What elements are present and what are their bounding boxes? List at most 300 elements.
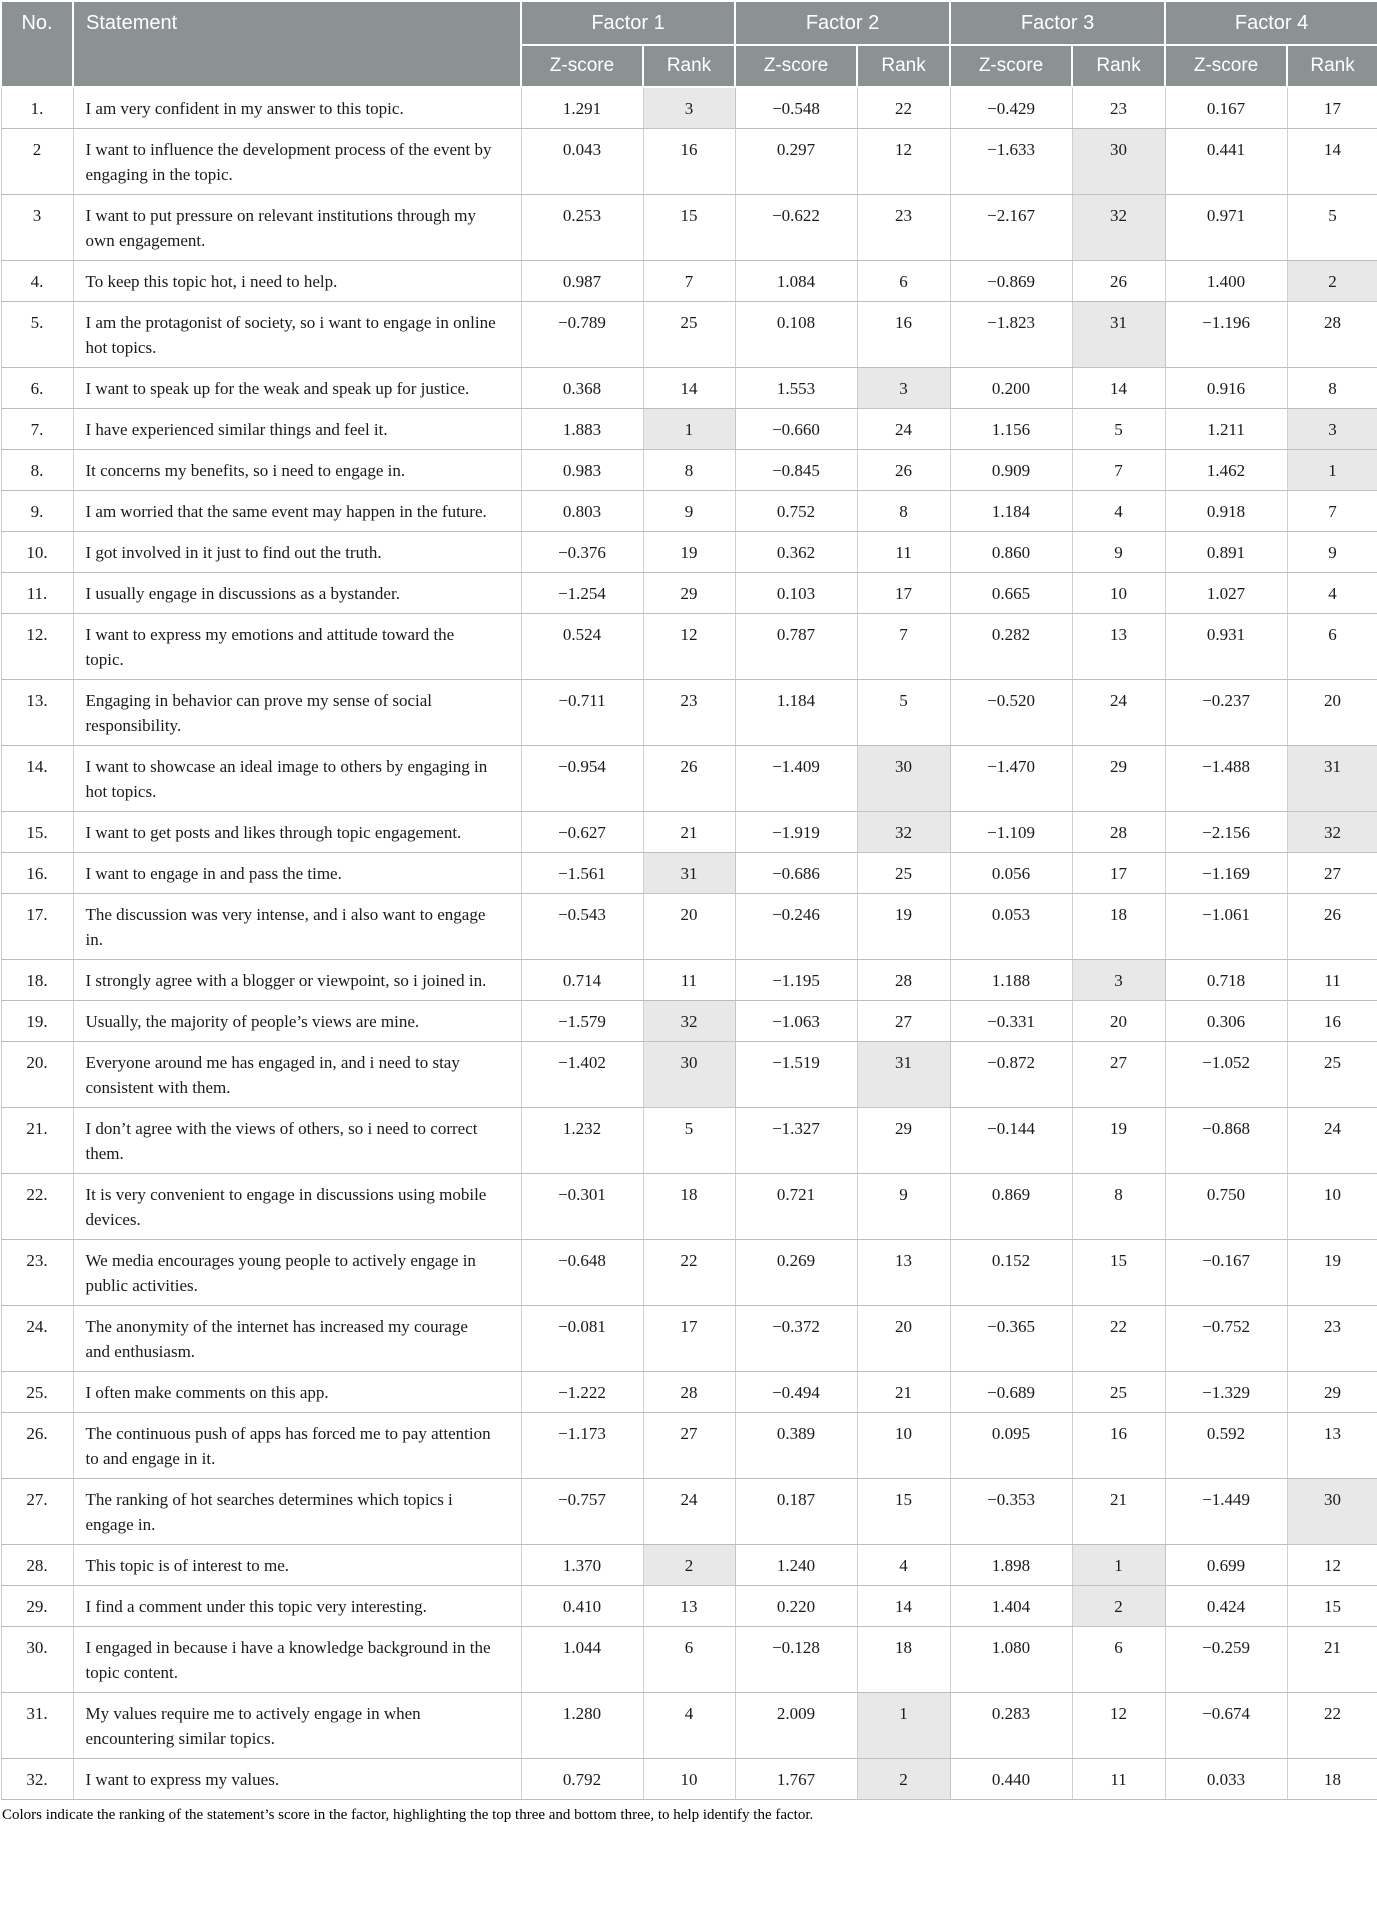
statement-text: I want to showcase an ideal image to others by engaging in hot topics. bbox=[73, 746, 521, 812]
zscore-value-factor-2: 0.787 bbox=[735, 614, 857, 680]
rank-value-factor-2: 22 bbox=[857, 87, 950, 129]
table-row bbox=[1, 1545, 1377, 1586]
statement-text: I often make comments on this app. bbox=[73, 1372, 521, 1413]
rank-value-factor-1: 30 bbox=[643, 1042, 735, 1108]
rank-value-factor-2: 30 bbox=[857, 746, 950, 812]
zscore-value-factor-4: 0.441 bbox=[1165, 129, 1287, 195]
table-row bbox=[1, 1042, 1377, 1108]
footnote: Colors indicate the ranking of the statement’s score in the factor, highlighting the top three and bottom three, to help identify the factor. bbox=[2, 1807, 814, 1823]
statement-text: I am worried that the same event may happen in the future. bbox=[73, 491, 521, 532]
zscore-value-factor-3: −1.633 bbox=[950, 129, 1072, 195]
rank-value-factor-4: 11 bbox=[1287, 960, 1377, 1001]
rank-value-factor-4: 17 bbox=[1287, 87, 1377, 129]
zscore-value-factor-1: −1.579 bbox=[521, 1001, 643, 1042]
row-number: 7. bbox=[1, 409, 73, 450]
rank-value-factor-1: 15 bbox=[643, 195, 735, 261]
rank-value-factor-2: 3 bbox=[857, 368, 950, 409]
zscore-value-factor-4: 0.167 bbox=[1165, 87, 1287, 129]
zscore-value-factor-3: 0.053 bbox=[950, 894, 1072, 960]
zscore-value-factor-1: 0.987 bbox=[521, 261, 643, 302]
zscore-value-factor-3: 1.184 bbox=[950, 491, 1072, 532]
rank-value-factor-3: 25 bbox=[1072, 1372, 1165, 1413]
zscore-value-factor-2: 1.553 bbox=[735, 368, 857, 409]
zscore-value-factor-1: −0.543 bbox=[521, 894, 643, 960]
zscore-value-factor-3: 1.404 bbox=[950, 1586, 1072, 1627]
statement-text: It is very convenient to engage in discussions using mobile devices. bbox=[73, 1174, 521, 1240]
rank-value-factor-3: 13 bbox=[1072, 614, 1165, 680]
rank-value-factor-1: 14 bbox=[643, 368, 735, 409]
rank-value-factor-3: 26 bbox=[1072, 261, 1165, 302]
rank-value-factor-2: 12 bbox=[857, 129, 950, 195]
zscore-value-factor-1: −1.173 bbox=[521, 1413, 643, 1479]
zscore-value-factor-3: 0.283 bbox=[950, 1693, 1072, 1759]
row-number: 24. bbox=[1, 1306, 73, 1372]
rank-value-factor-1: 5 bbox=[643, 1108, 735, 1174]
zscore-value-factor-3: 0.909 bbox=[950, 450, 1072, 491]
rank-value-factor-4: 30 bbox=[1287, 1479, 1377, 1545]
zscore-header-factor-2: Z-score bbox=[735, 45, 857, 87]
rank-value-factor-2: 20 bbox=[857, 1306, 950, 1372]
rank-value-factor-2: 27 bbox=[857, 1001, 950, 1042]
rank-value-factor-3: 18 bbox=[1072, 894, 1165, 960]
rank-value-factor-1: 21 bbox=[643, 812, 735, 853]
zscore-value-factor-3: 1.898 bbox=[950, 1545, 1072, 1586]
statement-text: I don’t agree with the views of others, so i need to correct them. bbox=[73, 1108, 521, 1174]
zscore-value-factor-2: 0.721 bbox=[735, 1174, 857, 1240]
zscore-value-factor-2: 0.220 bbox=[735, 1586, 857, 1627]
table-row bbox=[1, 1413, 1377, 1479]
rank-value-factor-1: 16 bbox=[643, 129, 735, 195]
rank-value-factor-4: 1 bbox=[1287, 450, 1377, 491]
zscore-value-factor-4: −1.169 bbox=[1165, 853, 1287, 894]
zscore-value-factor-1: 0.524 bbox=[521, 614, 643, 680]
zscore-value-factor-4: 0.916 bbox=[1165, 368, 1287, 409]
rank-value-factor-2: 7 bbox=[857, 614, 950, 680]
rank-value-factor-4: 32 bbox=[1287, 812, 1377, 853]
statement-text: I am the protagonist of society, so i want to engage in online hot topics. bbox=[73, 302, 521, 368]
rank-value-factor-4: 3 bbox=[1287, 409, 1377, 450]
rank-value-factor-3: 6 bbox=[1072, 1627, 1165, 1693]
zscore-value-factor-4: 1.211 bbox=[1165, 409, 1287, 450]
zscore-value-factor-1: −0.954 bbox=[521, 746, 643, 812]
statement-text: The discussion was very intense, and i also want to engage in. bbox=[73, 894, 521, 960]
zscore-value-factor-1: 1.370 bbox=[521, 1545, 643, 1586]
row-number: 25. bbox=[1, 1372, 73, 1413]
table-row bbox=[1, 1108, 1377, 1174]
factor-4-header: Factor 4 bbox=[1165, 1, 1377, 45]
rank-value-factor-1: 32 bbox=[643, 1001, 735, 1042]
zscore-value-factor-3: 1.188 bbox=[950, 960, 1072, 1001]
rank-value-factor-3: 3 bbox=[1072, 960, 1165, 1001]
zscore-value-factor-4: 0.306 bbox=[1165, 1001, 1287, 1042]
zscore-value-factor-3: −1.109 bbox=[950, 812, 1072, 853]
zscore-value-factor-1: −1.402 bbox=[521, 1042, 643, 1108]
row-number: 22. bbox=[1, 1174, 73, 1240]
statement-text: This topic is of interest to me. bbox=[73, 1545, 521, 1586]
row-number: 18. bbox=[1, 960, 73, 1001]
rank-header-factor-4: Rank bbox=[1287, 45, 1377, 87]
zscore-value-factor-2: −0.622 bbox=[735, 195, 857, 261]
zscore-value-factor-1: −0.648 bbox=[521, 1240, 643, 1306]
zscore-value-factor-4: 0.750 bbox=[1165, 1174, 1287, 1240]
zscore-value-factor-4: −1.488 bbox=[1165, 746, 1287, 812]
rank-value-factor-1: 24 bbox=[643, 1479, 735, 1545]
rank-value-factor-3: 27 bbox=[1072, 1042, 1165, 1108]
row-number: 6. bbox=[1, 368, 73, 409]
row-number: 16. bbox=[1, 853, 73, 894]
rank-value-factor-2: 13 bbox=[857, 1240, 950, 1306]
table-row bbox=[1, 261, 1377, 302]
table-row bbox=[1, 532, 1377, 573]
rank-value-factor-3: 14 bbox=[1072, 368, 1165, 409]
zscore-value-factor-3: 1.156 bbox=[950, 409, 1072, 450]
zscore-value-factor-4: −0.237 bbox=[1165, 680, 1287, 746]
statement-text: I want to influence the development process of the event by engaging in the topic. bbox=[73, 129, 521, 195]
row-number: 31. bbox=[1, 1693, 73, 1759]
zscore-value-factor-1: −0.081 bbox=[521, 1306, 643, 1372]
table-row bbox=[1, 1240, 1377, 1306]
row-number: 17. bbox=[1, 894, 73, 960]
zscore-value-factor-2: −0.372 bbox=[735, 1306, 857, 1372]
zscore-value-factor-4: −2.156 bbox=[1165, 812, 1287, 853]
rank-value-factor-3: 17 bbox=[1072, 853, 1165, 894]
rank-value-factor-1: 2 bbox=[643, 1545, 735, 1586]
zscore-value-factor-3: −0.689 bbox=[950, 1372, 1072, 1413]
row-number: 2 bbox=[1, 129, 73, 195]
rank-value-factor-4: 8 bbox=[1287, 368, 1377, 409]
row-number: 27. bbox=[1, 1479, 73, 1545]
table-row bbox=[1, 1001, 1377, 1042]
row-number: 13. bbox=[1, 680, 73, 746]
factor-2-header: Factor 2 bbox=[735, 1, 950, 45]
rank-value-factor-2: 28 bbox=[857, 960, 950, 1001]
row-number: 10. bbox=[1, 532, 73, 573]
rank-value-factor-4: 5 bbox=[1287, 195, 1377, 261]
rank-value-factor-4: 10 bbox=[1287, 1174, 1377, 1240]
zscore-value-factor-3: −0.353 bbox=[950, 1479, 1072, 1545]
rank-value-factor-4: 31 bbox=[1287, 746, 1377, 812]
rank-value-factor-1: 11 bbox=[643, 960, 735, 1001]
rank-value-factor-1: 28 bbox=[643, 1372, 735, 1413]
statement-text: Engaging in behavior can prove my sense of social responsibility. bbox=[73, 680, 521, 746]
table-row bbox=[1, 573, 1377, 614]
statement-text: I want to engage in and pass the time. bbox=[73, 853, 521, 894]
zscore-value-factor-1: −0.627 bbox=[521, 812, 643, 853]
zscore-value-factor-1: 1.883 bbox=[521, 409, 643, 450]
table-row bbox=[1, 129, 1377, 195]
rank-value-factor-2: 31 bbox=[857, 1042, 950, 1108]
rank-header-factor-3: Rank bbox=[1072, 45, 1165, 87]
row-number: 5. bbox=[1, 302, 73, 368]
rank-value-factor-3: 29 bbox=[1072, 746, 1165, 812]
zscore-value-factor-3: 0.869 bbox=[950, 1174, 1072, 1240]
rank-value-factor-3: 20 bbox=[1072, 1001, 1165, 1042]
zscore-value-factor-2: −0.494 bbox=[735, 1372, 857, 1413]
row-number: 26. bbox=[1, 1413, 73, 1479]
zscore-value-factor-2: 0.297 bbox=[735, 129, 857, 195]
rank-value-factor-2: 2 bbox=[857, 1759, 950, 1800]
rank-value-factor-4: 23 bbox=[1287, 1306, 1377, 1372]
rank-value-factor-3: 10 bbox=[1072, 573, 1165, 614]
zscore-value-factor-3: 1.080 bbox=[950, 1627, 1072, 1693]
zscore-value-factor-4: 1.027 bbox=[1165, 573, 1287, 614]
table-row bbox=[1, 87, 1377, 129]
rank-value-factor-4: 4 bbox=[1287, 573, 1377, 614]
rank-value-factor-1: 13 bbox=[643, 1586, 735, 1627]
rank-value-factor-3: 4 bbox=[1072, 491, 1165, 532]
rank-value-factor-3: 19 bbox=[1072, 1108, 1165, 1174]
rank-value-factor-2: 9 bbox=[857, 1174, 950, 1240]
row-number: 11. bbox=[1, 573, 73, 614]
table-row bbox=[1, 1174, 1377, 1240]
rank-value-factor-1: 6 bbox=[643, 1627, 735, 1693]
row-number: 1. bbox=[1, 87, 73, 129]
statement-text: I am very confident in my answer to this topic. bbox=[73, 87, 521, 129]
rank-value-factor-3: 28 bbox=[1072, 812, 1165, 853]
rank-header-factor-1: Rank bbox=[643, 45, 735, 87]
zscore-value-factor-4: −0.259 bbox=[1165, 1627, 1287, 1693]
rank-value-factor-4: 24 bbox=[1287, 1108, 1377, 1174]
table-body bbox=[1, 87, 1377, 1800]
zscore-value-factor-3: −0.869 bbox=[950, 261, 1072, 302]
zscore-value-factor-1: −1.222 bbox=[521, 1372, 643, 1413]
zscore-value-factor-1: −0.376 bbox=[521, 532, 643, 573]
zscore-value-factor-3: 0.200 bbox=[950, 368, 1072, 409]
rank-value-factor-3: 8 bbox=[1072, 1174, 1165, 1240]
zscore-value-factor-4: 0.931 bbox=[1165, 614, 1287, 680]
zscore-value-factor-2: 0.362 bbox=[735, 532, 857, 573]
rank-value-factor-1: 25 bbox=[643, 302, 735, 368]
rank-value-factor-2: 17 bbox=[857, 573, 950, 614]
statement-text: The ranking of hot searches determines which topics i engage in. bbox=[73, 1479, 521, 1545]
statement-text: I have experienced similar things and feel it. bbox=[73, 409, 521, 450]
row-number: 30. bbox=[1, 1627, 73, 1693]
rank-value-factor-2: 5 bbox=[857, 680, 950, 746]
statement-text: Usually, the majority of people’s views are mine. bbox=[73, 1001, 521, 1042]
zscore-value-factor-4: −1.329 bbox=[1165, 1372, 1287, 1413]
zscore-value-factor-4: −0.752 bbox=[1165, 1306, 1287, 1372]
rank-value-factor-2: 4 bbox=[857, 1545, 950, 1586]
rank-value-factor-1: 3 bbox=[643, 87, 735, 129]
zscore-value-factor-1: −0.757 bbox=[521, 1479, 643, 1545]
zscore-value-factor-3: −0.331 bbox=[950, 1001, 1072, 1042]
table-row bbox=[1, 960, 1377, 1001]
statement-text: My values require me to actively engage in when encountering similar topics. bbox=[73, 1693, 521, 1759]
statement-column-header: Statement bbox=[73, 1, 521, 87]
table-row bbox=[1, 1479, 1377, 1545]
zscore-value-factor-4: −0.868 bbox=[1165, 1108, 1287, 1174]
rank-value-factor-1: 1 bbox=[643, 409, 735, 450]
rank-value-factor-1: 12 bbox=[643, 614, 735, 680]
zscore-value-factor-2: −1.409 bbox=[735, 746, 857, 812]
zscore-header-factor-3: Z-score bbox=[950, 45, 1072, 87]
zscore-value-factor-3: 0.440 bbox=[950, 1759, 1072, 1800]
table-row bbox=[1, 894, 1377, 960]
rank-value-factor-1: 7 bbox=[643, 261, 735, 302]
zscore-value-factor-1: 1.044 bbox=[521, 1627, 643, 1693]
zscore-value-factor-3: −2.167 bbox=[950, 195, 1072, 261]
rank-value-factor-4: 12 bbox=[1287, 1545, 1377, 1586]
table-row bbox=[1, 368, 1377, 409]
zscore-value-factor-4: 0.699 bbox=[1165, 1545, 1287, 1586]
zscore-header-factor-4: Z-score bbox=[1165, 45, 1287, 87]
zscore-value-factor-4: −1.052 bbox=[1165, 1042, 1287, 1108]
row-number: 29. bbox=[1, 1586, 73, 1627]
rank-value-factor-4: 6 bbox=[1287, 614, 1377, 680]
rank-value-factor-1: 26 bbox=[643, 746, 735, 812]
zscore-value-factor-2: 0.269 bbox=[735, 1240, 857, 1306]
zscore-value-factor-1: 0.714 bbox=[521, 960, 643, 1001]
zscore-value-factor-4: −1.061 bbox=[1165, 894, 1287, 960]
rank-value-factor-1: 27 bbox=[643, 1413, 735, 1479]
zscore-value-factor-2: 1.084 bbox=[735, 261, 857, 302]
rank-value-factor-3: 11 bbox=[1072, 1759, 1165, 1800]
zscore-value-factor-4: 0.033 bbox=[1165, 1759, 1287, 1800]
rank-value-factor-2: 18 bbox=[857, 1627, 950, 1693]
rank-value-factor-4: 16 bbox=[1287, 1001, 1377, 1042]
zscore-value-factor-4: 0.424 bbox=[1165, 1586, 1287, 1627]
zscore-value-factor-3: 0.152 bbox=[950, 1240, 1072, 1306]
row-number: 9. bbox=[1, 491, 73, 532]
zscore-value-factor-2: −1.195 bbox=[735, 960, 857, 1001]
zscore-value-factor-3: −0.520 bbox=[950, 680, 1072, 746]
zscore-value-factor-1: 0.043 bbox=[521, 129, 643, 195]
rank-value-factor-2: 26 bbox=[857, 450, 950, 491]
rank-value-factor-4: 18 bbox=[1287, 1759, 1377, 1800]
table-row bbox=[1, 746, 1377, 812]
statement-text: I strongly agree with a blogger or viewpoint, so i joined in. bbox=[73, 960, 521, 1001]
statement-text: I find a comment under this topic very interesting. bbox=[73, 1586, 521, 1627]
table-header bbox=[1, 1, 1377, 87]
rank-value-factor-3: 24 bbox=[1072, 680, 1165, 746]
statement-text: Everyone around me has engaged in, and i need to stay consistent with them. bbox=[73, 1042, 521, 1108]
zscore-value-factor-2: 0.187 bbox=[735, 1479, 857, 1545]
factor-1-header: Factor 1 bbox=[521, 1, 735, 45]
zscore-value-factor-3: 0.665 bbox=[950, 573, 1072, 614]
rank-value-factor-1: 9 bbox=[643, 491, 735, 532]
zscore-value-factor-1: 0.792 bbox=[521, 1759, 643, 1800]
zscore-value-factor-2: −1.327 bbox=[735, 1108, 857, 1174]
row-number: 4. bbox=[1, 261, 73, 302]
zscore-value-factor-4: 0.891 bbox=[1165, 532, 1287, 573]
rank-value-factor-4: 21 bbox=[1287, 1627, 1377, 1693]
zscore-value-factor-1: 0.368 bbox=[521, 368, 643, 409]
statement-text: I want to express my values. bbox=[73, 1759, 521, 1800]
table-row bbox=[1, 1693, 1377, 1759]
rank-value-factor-2: 29 bbox=[857, 1108, 950, 1174]
zscore-value-factor-3: 0.056 bbox=[950, 853, 1072, 894]
rank-value-factor-3: 32 bbox=[1072, 195, 1165, 261]
no-column-header: No. bbox=[1, 1, 73, 87]
row-number: 14. bbox=[1, 746, 73, 812]
zscore-value-factor-2: −0.845 bbox=[735, 450, 857, 491]
zscore-value-factor-3: 0.282 bbox=[950, 614, 1072, 680]
zscore-value-factor-2: 1.240 bbox=[735, 1545, 857, 1586]
row-number: 28. bbox=[1, 1545, 73, 1586]
rank-value-factor-4: 22 bbox=[1287, 1693, 1377, 1759]
zscore-value-factor-3: −0.144 bbox=[950, 1108, 1072, 1174]
rank-value-factor-1: 19 bbox=[643, 532, 735, 573]
rank-value-factor-2: 14 bbox=[857, 1586, 950, 1627]
zscore-value-factor-1: 0.410 bbox=[521, 1586, 643, 1627]
zscore-value-factor-2: −0.686 bbox=[735, 853, 857, 894]
zscore-value-factor-2: −0.548 bbox=[735, 87, 857, 129]
statement-text: We media encourages young people to actively engage in public activities. bbox=[73, 1240, 521, 1306]
zscore-value-factor-1: 0.983 bbox=[521, 450, 643, 491]
zscore-value-factor-1: −0.301 bbox=[521, 1174, 643, 1240]
table-row bbox=[1, 491, 1377, 532]
zscore-value-factor-3: −1.470 bbox=[950, 746, 1072, 812]
zscore-value-factor-4: 1.400 bbox=[1165, 261, 1287, 302]
rank-value-factor-4: 14 bbox=[1287, 129, 1377, 195]
rank-value-factor-1: 29 bbox=[643, 573, 735, 614]
table-row bbox=[1, 195, 1377, 261]
table-row bbox=[1, 680, 1377, 746]
table-row bbox=[1, 853, 1377, 894]
table-row bbox=[1, 409, 1377, 450]
zscore-value-factor-2: 1.767 bbox=[735, 1759, 857, 1800]
rank-value-factor-4: 29 bbox=[1287, 1372, 1377, 1413]
rank-value-factor-3: 9 bbox=[1072, 532, 1165, 573]
row-number: 8. bbox=[1, 450, 73, 491]
statement-text: To keep this topic hot, i need to help. bbox=[73, 261, 521, 302]
rank-value-factor-4: 2 bbox=[1287, 261, 1377, 302]
rank-value-factor-1: 18 bbox=[643, 1174, 735, 1240]
rank-value-factor-4: 15 bbox=[1287, 1586, 1377, 1627]
rank-value-factor-2: 16 bbox=[857, 302, 950, 368]
row-number: 3 bbox=[1, 195, 73, 261]
zscore-value-factor-1: 1.291 bbox=[521, 87, 643, 129]
zscore-value-factor-2: 2.009 bbox=[735, 1693, 857, 1759]
rank-value-factor-3: 23 bbox=[1072, 87, 1165, 129]
rank-value-factor-3: 2 bbox=[1072, 1586, 1165, 1627]
rank-value-factor-4: 7 bbox=[1287, 491, 1377, 532]
rank-value-factor-2: 19 bbox=[857, 894, 950, 960]
zscore-value-factor-2: 0.389 bbox=[735, 1413, 857, 1479]
rank-value-factor-1: 4 bbox=[643, 1693, 735, 1759]
zscore-value-factor-3: 0.095 bbox=[950, 1413, 1072, 1479]
zscore-value-factor-2: 0.108 bbox=[735, 302, 857, 368]
zscore-value-factor-3: −1.823 bbox=[950, 302, 1072, 368]
zscore-value-factor-2: −0.128 bbox=[735, 1627, 857, 1693]
rank-value-factor-1: 20 bbox=[643, 894, 735, 960]
zscore-value-factor-4: 0.592 bbox=[1165, 1413, 1287, 1479]
zscore-value-factor-3: 0.860 bbox=[950, 532, 1072, 573]
table-row bbox=[1, 1759, 1377, 1800]
zscore-value-factor-2: 1.184 bbox=[735, 680, 857, 746]
zscore-value-factor-2: −0.246 bbox=[735, 894, 857, 960]
table-row bbox=[1, 1586, 1377, 1627]
statement-text: I usually engage in discussions as a bystander. bbox=[73, 573, 521, 614]
zscore-value-factor-2: 0.752 bbox=[735, 491, 857, 532]
table-row bbox=[1, 614, 1377, 680]
statement-text: I engaged in because i have a knowledge background in the topic content. bbox=[73, 1627, 521, 1693]
rank-value-factor-3: 5 bbox=[1072, 409, 1165, 450]
rank-value-factor-1: 8 bbox=[643, 450, 735, 491]
rank-value-factor-1: 31 bbox=[643, 853, 735, 894]
zscore-value-factor-3: −0.872 bbox=[950, 1042, 1072, 1108]
zscore-value-factor-4: −0.167 bbox=[1165, 1240, 1287, 1306]
zscore-value-factor-4: −1.196 bbox=[1165, 302, 1287, 368]
rank-value-factor-3: 31 bbox=[1072, 302, 1165, 368]
rank-value-factor-1: 22 bbox=[643, 1240, 735, 1306]
zscore-header-factor-1: Z-score bbox=[521, 45, 643, 87]
rank-value-factor-2: 25 bbox=[857, 853, 950, 894]
table-row bbox=[1, 1372, 1377, 1413]
zscore-value-factor-2: 0.103 bbox=[735, 573, 857, 614]
rank-value-factor-2: 23 bbox=[857, 195, 950, 261]
row-number: 21. bbox=[1, 1108, 73, 1174]
